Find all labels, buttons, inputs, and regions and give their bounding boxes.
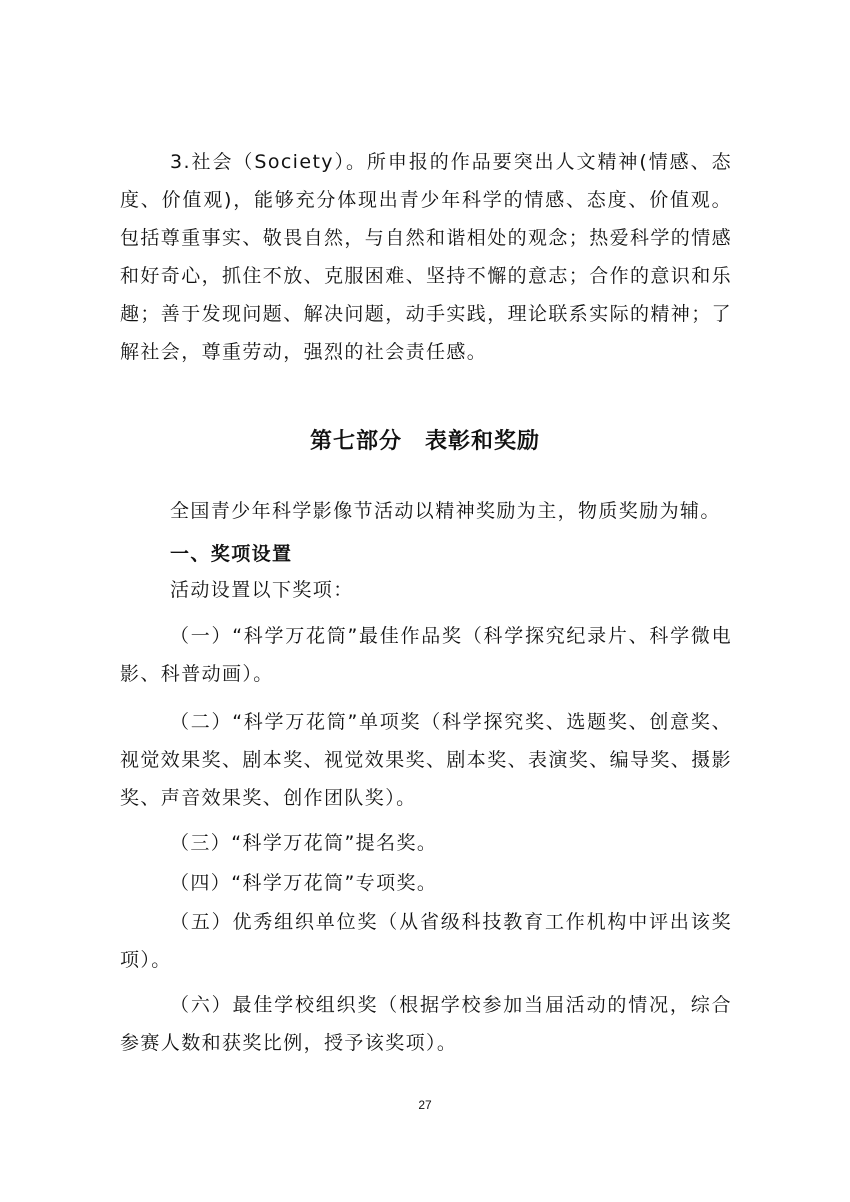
paragraph-society: 3.社会（Society）。所申报的作品要突出人文精神(情感、态度、价值观)，能够充分体现出青少年科学的情感、态度、价值观。包括尊重事实、敬畏自然，与自然和谐相处的观念；热爱科学的情感和好奇心，抓住不放、克服困难、坚持不懈的意志；合作的意识和乐趣；善于发现问题、解决问题，动手实践，理论联系实际的精神；了解社会，尊重劳动，强烈的社会责任感。 <box>120 151 733 363</box>
award-item-1: （一）“科学万花筒”最佳作品奖（科学探究纪录片、科学微电影、科普动画）。 <box>120 625 732 685</box>
award-item-6: （六）最佳学校组织奖（根据学校参加当届活动的情况，综合参赛人数和获奖比例，授予该奖项）。 <box>120 994 732 1054</box>
award-item-4: （四）“科学万花筒”专项奖。 <box>170 872 438 894</box>
subsection-title: 一、奖项设置 <box>170 543 293 565</box>
award-item-2: （二）“科学万花筒”单项奖（科学探究奖、选题奖、创意奖、视觉效果奖、剧本奖、视觉效果奖、剧本奖、表演奖、编导奖、摄影奖、声音效果奖、创作团队奖）。 <box>120 711 733 809</box>
paragraph-intro: 全国青少年科学影像节活动以精神奖励为主，物质奖励为辅。 <box>170 500 721 522</box>
section-title: 第七部分 表彰和奖励 <box>309 428 540 454</box>
paragraph-awards-intro: 活动设置以下奖项： <box>170 579 354 601</box>
page-number: 27 <box>418 1098 432 1112</box>
award-item-3: （三）“科学万花筒”提名奖。 <box>170 832 438 854</box>
award-item-5: （五）优秀组织单位奖（从省级科技教育工作机构中评出该奖项）。 <box>120 911 732 971</box>
